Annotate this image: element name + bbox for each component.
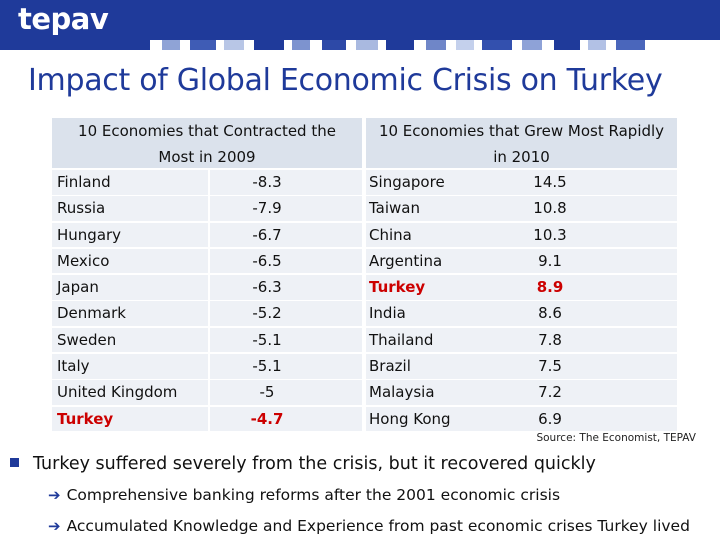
strip-segment: [162, 40, 180, 50]
grew-value: 6.9: [538, 409, 562, 428]
strip-segment: [150, 40, 162, 50]
main-bullet: [10, 454, 596, 474]
table-body: [52, 170, 677, 433]
strip-segment: [284, 40, 292, 50]
grew-country: Malaysia: [369, 383, 435, 402]
contracted-country: Finland: [57, 173, 111, 191]
top-banner: [0, 0, 720, 40]
strip-segment: [426, 40, 446, 50]
strip-segment: [356, 40, 378, 50]
right-arrow-icon: ➔: [48, 486, 61, 504]
grew-value: 8.6: [538, 304, 562, 323]
column-divider: [362, 275, 366, 300]
strip-segment: [346, 40, 356, 50]
contracted-country: Sweden: [57, 330, 117, 349]
strip-segment: [254, 40, 284, 50]
table-row: [52, 249, 677, 274]
table-row: [52, 301, 677, 326]
column-divider: [362, 223, 366, 248]
strip-segment: [378, 40, 386, 50]
strip-segment: [292, 40, 310, 50]
strip-segment: [322, 40, 346, 50]
grew-country: India: [369, 304, 406, 323]
strip-segment: [180, 40, 190, 50]
table-row: [52, 407, 677, 432]
strip-segment: [310, 40, 322, 50]
strip-segment: [456, 40, 474, 50]
grew-header-line1: 10 Economies that Grew Most Rapidly: [378, 122, 665, 140]
grew-value: 10.8: [533, 199, 567, 218]
strip-segment: [580, 40, 588, 50]
grew-country: Turkey: [369, 278, 426, 297]
column-divider: [362, 407, 366, 432]
contracted-header-line1: 10 Economies that Contracted the: [78, 122, 336, 140]
table-row: [52, 223, 677, 248]
grew-country: Singapore: [369, 173, 445, 191]
grew-header-line2: in 2010: [493, 148, 550, 166]
column-divider: [362, 196, 366, 221]
strip-segment: [482, 40, 512, 50]
contracted-value: -5: [259, 383, 275, 402]
column-divider: [362, 170, 366, 195]
strip-segment: [216, 40, 224, 50]
column-divider: [362, 328, 366, 353]
contracted-country: Russia: [57, 199, 106, 218]
grew-header: [366, 118, 677, 168]
contracted-country: Japan: [57, 278, 99, 297]
contracted-value: -6.3: [252, 278, 282, 297]
contracted-country: Hungary: [57, 225, 122, 244]
contracted-country: Turkey: [57, 409, 114, 428]
grew-value: 7.2: [538, 383, 562, 402]
sub-bullet-2: [48, 517, 690, 535]
contracted-country: Denmark: [57, 304, 126, 323]
strip-segment: [588, 40, 606, 50]
grew-value: 10.3: [533, 225, 567, 244]
grew-value: 14.5: [533, 173, 567, 191]
contracted-value: -5.1: [252, 357, 282, 376]
contracted-value: -8.3: [252, 173, 282, 191]
strip-segment: [224, 40, 244, 50]
table-row: [52, 354, 677, 379]
grew-country: Brazil: [369, 357, 411, 376]
column-divider: [362, 380, 366, 405]
contracted-value: -7.9: [252, 199, 282, 218]
grew-value: 8.9: [536, 278, 564, 297]
strip-segment: [474, 40, 482, 50]
contracted-value: -4.7: [250, 409, 284, 428]
grew-value: 7.5: [538, 357, 562, 376]
table-row: [52, 328, 677, 353]
table-row: [52, 196, 677, 221]
strip-segment: [446, 40, 456, 50]
square-bullet-icon: [10, 458, 19, 467]
contracted-value: -6.5: [252, 251, 282, 270]
sub-bullet-1-text: Comprehensive banking reforms after the 2001 economic crisis: [66, 486, 561, 504]
contracted-header: [52, 118, 362, 168]
main-bullet-text: Turkey suffered severely from the crisis, but it recovered quickly: [33, 454, 596, 474]
column-divider: [362, 249, 366, 274]
contracted-value: -6.7: [252, 225, 282, 244]
grew-value: 9.1: [538, 251, 562, 270]
contracted-header-line2: Most in 2009: [158, 148, 256, 166]
contracted-value: -5.2: [252, 304, 282, 323]
grew-country: Hong Kong: [369, 409, 451, 428]
contracted-country: United Kingdom: [57, 383, 178, 402]
sub-bullet-2-text: Accumulated Knowledge and Experience from past economic crises Turkey lived: [66, 517, 690, 535]
strip-segment: [0, 40, 150, 50]
strip-segment: [190, 40, 216, 50]
right-arrow-icon: ➔: [48, 517, 61, 535]
contracted-value: -5.1: [252, 330, 282, 349]
table-row: [52, 170, 677, 195]
grew-country: China: [369, 225, 412, 244]
strip-segment: [414, 40, 426, 50]
grew-country: Taiwan: [369, 199, 421, 218]
grew-value: 7.8: [538, 330, 562, 349]
column-divider: [362, 301, 366, 326]
table-row: [52, 275, 677, 300]
contracted-country: Italy: [57, 357, 90, 376]
source-note: Source: The Economist, TEPAV: [536, 432, 696, 444]
decorative-strip: [0, 40, 720, 50]
strip-segment: [522, 40, 542, 50]
sub-bullet-1: [48, 486, 560, 504]
strip-segment: [512, 40, 522, 50]
strip-segment: [542, 40, 554, 50]
strip-segment: [554, 40, 580, 50]
strip-segment: [616, 40, 645, 50]
strip-segment: [244, 40, 254, 50]
contracted-country: Mexico: [57, 251, 110, 270]
strip-segment: [386, 40, 414, 50]
tepav-logo: tepav: [18, 2, 109, 36]
strip-segment: [606, 40, 616, 50]
grew-country: Argentina: [369, 251, 443, 270]
slide-title: Impact of Global Economic Crisis on Turkey: [28, 63, 663, 98]
table-row: [52, 380, 677, 405]
grew-country: Thailand: [369, 330, 434, 349]
column-divider: [362, 354, 366, 379]
